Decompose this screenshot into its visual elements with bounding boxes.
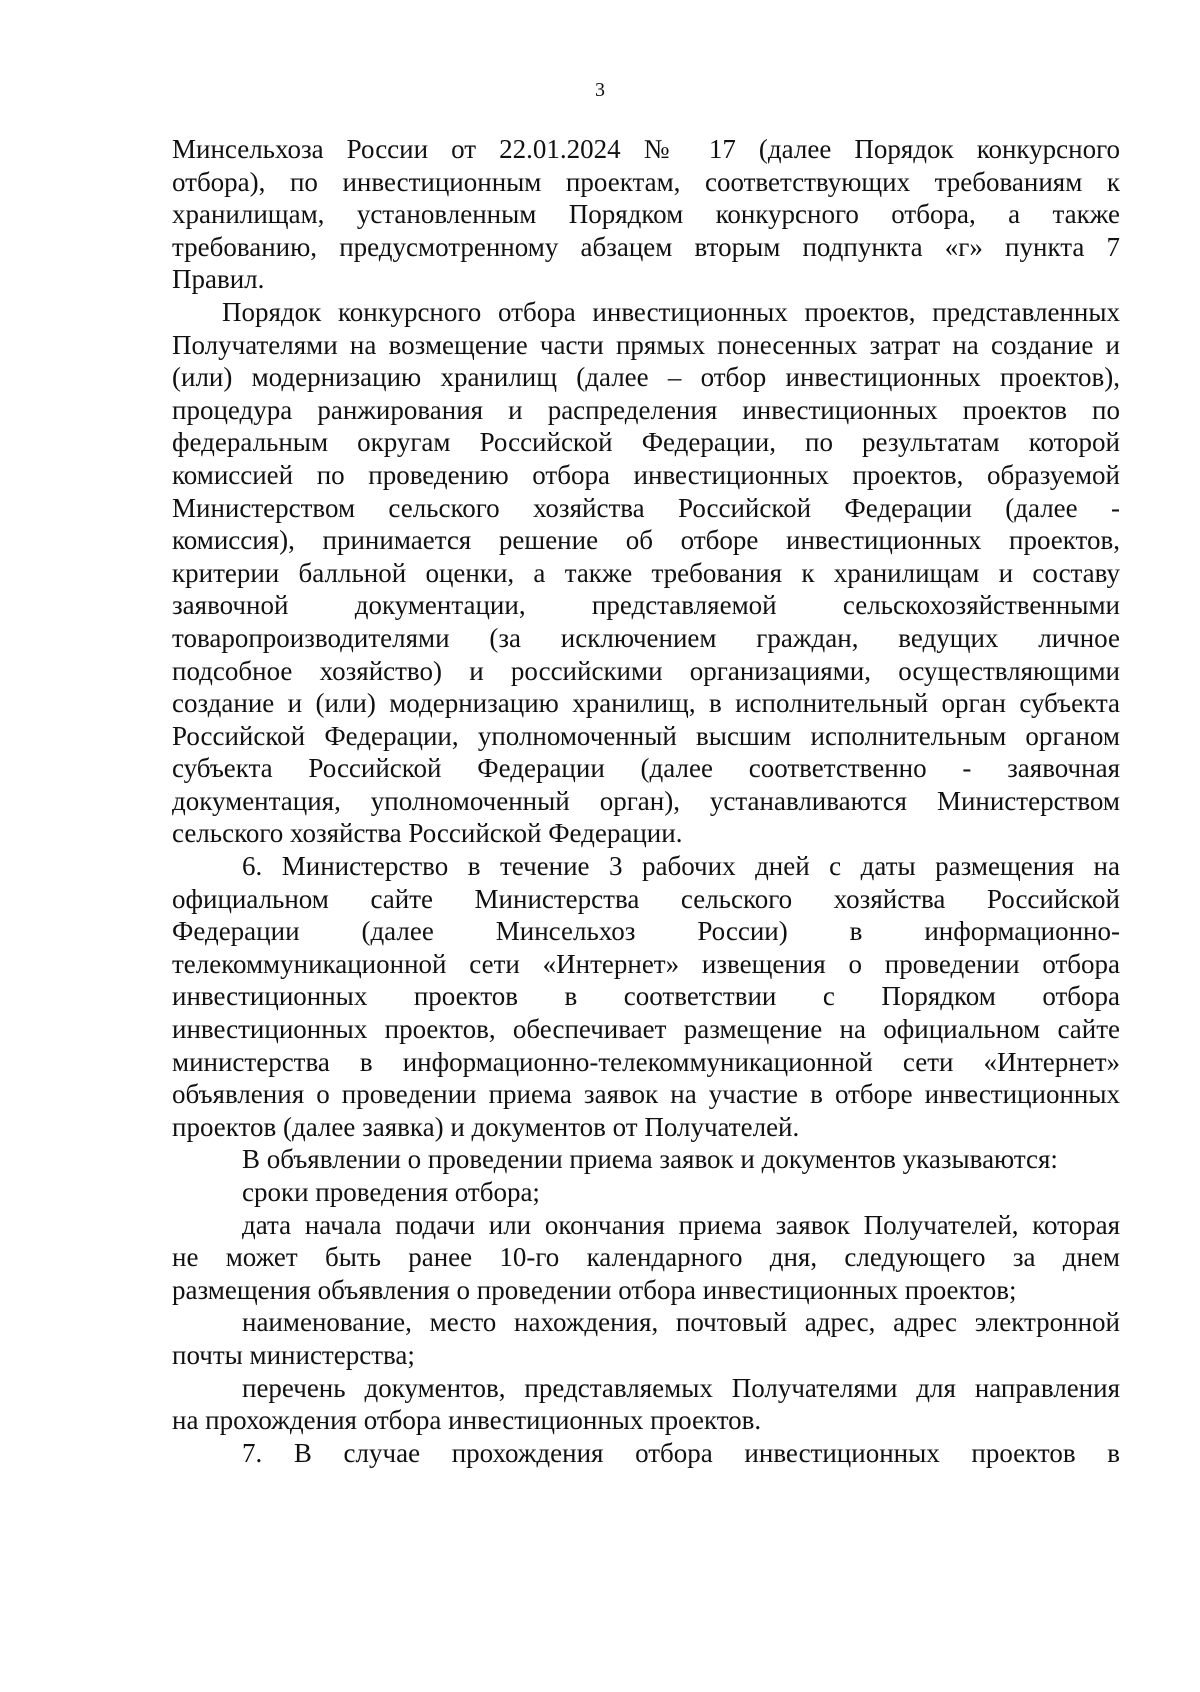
text-line: 6. Министерство в течение 3 рабочих дней с даты размещения на bbox=[242, 851, 1120, 882]
document-body bbox=[172, 133, 1120, 1469]
paragraph bbox=[172, 850, 1120, 1143]
text-line: Правил. bbox=[172, 264, 265, 295]
page-number: 3 bbox=[595, 79, 605, 101]
paragraph bbox=[172, 296, 1120, 850]
paragraph bbox=[172, 1372, 1120, 1437]
text-line: проектов (далее заявка) и документов от Получателей. bbox=[172, 1111, 800, 1142]
text-line: Российской Федерации, уполномоченный высшим исполнительным органом bbox=[172, 720, 1120, 751]
text-line: требованию, предусмотренному абзацем вторым подпункта «г» пункта 7 bbox=[172, 231, 1120, 262]
text-line: наименование, место нахождения, почтовый адрес, адрес электронной bbox=[242, 1307, 1120, 1338]
text-line: 7. В случае прохождения отбора инвестиционных проектов в bbox=[242, 1437, 1120, 1468]
text-line: дата начала подачи или окончания приема заявок Получателей, которая bbox=[242, 1209, 1120, 1240]
text-line: не может быть ранее 10-го календарного дня, следующего за днем bbox=[172, 1242, 1120, 1273]
text-line: Порядок конкурсного отбора инвестиционных проектов, представленных bbox=[222, 296, 1120, 327]
text-line: Федерации (далее Минсельхоз России) в информационно- bbox=[172, 916, 1120, 947]
paragraph bbox=[172, 133, 1120, 296]
text-line: хранилищам, установленным Порядком конкурсного отбора, а также bbox=[172, 199, 1120, 230]
text-line: телекоммуникационной сети «Интернет» извещения о проведении отбора bbox=[172, 948, 1120, 979]
text-line: подсобное хозяйство) и российскими организациями, осуществляющими bbox=[172, 655, 1120, 686]
text-line: Минсельхоза России от 22.01.2024 № 17 (далее Порядок конкурсного bbox=[172, 134, 1120, 164]
text-line: отбора), по инвестиционным проектам, соответствующих требованиям к bbox=[172, 166, 1120, 197]
text-line: инвестиционных проектов, обеспечивает размещение на официальном сайте bbox=[172, 1014, 1120, 1045]
text-line: объявления о проведении приема заявок на участие в отборе инвестиционных bbox=[172, 1079, 1120, 1110]
text-line: критерии балльной оценки, а также требования к хранилищам и составу bbox=[172, 557, 1120, 588]
text-line: комиссия), принимается решение об отборе инвестиционных проектов, bbox=[172, 525, 1120, 556]
text-line: В объявлении о проведении приема заявок и документов указываются: bbox=[242, 1144, 1058, 1175]
text-line: Министерством сельского хозяйства Российской Федерации (далее - bbox=[172, 492, 1120, 523]
text-line: субъекта Российской Федерации (далее соответственно - заявочная bbox=[172, 753, 1120, 784]
text-line: (или) модернизацию хранилищ (далее – отбор инвестиционных проектов), bbox=[172, 362, 1120, 393]
paragraph bbox=[172, 1209, 1120, 1307]
text-line: процедура ранжирования и распределения инвестиционных проектов по bbox=[172, 394, 1120, 425]
text-line: товаропроизводителями (за исключением граждан, ведущих личное bbox=[172, 622, 1120, 653]
text-line: министерства в информационно-телекоммуникационной сети «Интернет» bbox=[172, 1046, 1120, 1077]
text-line: сельского хозяйства Российской Федерации. bbox=[172, 818, 683, 849]
text-line: на прохождения отбора инвестиционных проектов. bbox=[172, 1405, 762, 1436]
text-line: создание и (или) модернизацию хранилищ, в исполнительный орган субъекта bbox=[172, 688, 1120, 719]
text-line: перечень документов, представляемых Получателями для направления bbox=[242, 1372, 1120, 1403]
text-line: федеральным округам Российской Федерации, по результатам которой bbox=[172, 427, 1120, 458]
text-line: комиссией по проведению отбора инвестиционных проектов, образуемой bbox=[172, 459, 1120, 490]
text-line: документация, уполномоченный орган), устанавливаются Министерством bbox=[172, 785, 1120, 816]
text-line: Получателями на возмещение части прямых понесенных затрат на создание и bbox=[172, 329, 1120, 360]
text-line: официальном сайте Министерства сельского хозяйства Российской bbox=[172, 883, 1120, 914]
paragraph bbox=[172, 1176, 1120, 1209]
text-line: сроки проведения отбора; bbox=[242, 1177, 540, 1207]
paragraph bbox=[172, 1437, 1120, 1470]
text-line: инвестиционных проектов в соответствии с Порядком отбора bbox=[172, 981, 1120, 1012]
paragraph bbox=[172, 1306, 1120, 1371]
text-line: почты министерства; bbox=[172, 1339, 415, 1370]
paragraph bbox=[172, 1143, 1120, 1176]
text-line: заявочной документации, представляемой сельскохозяйственными bbox=[172, 590, 1120, 621]
text-line: размещения объявления о проведении отбора инвестиционных проектов; bbox=[172, 1274, 1017, 1305]
